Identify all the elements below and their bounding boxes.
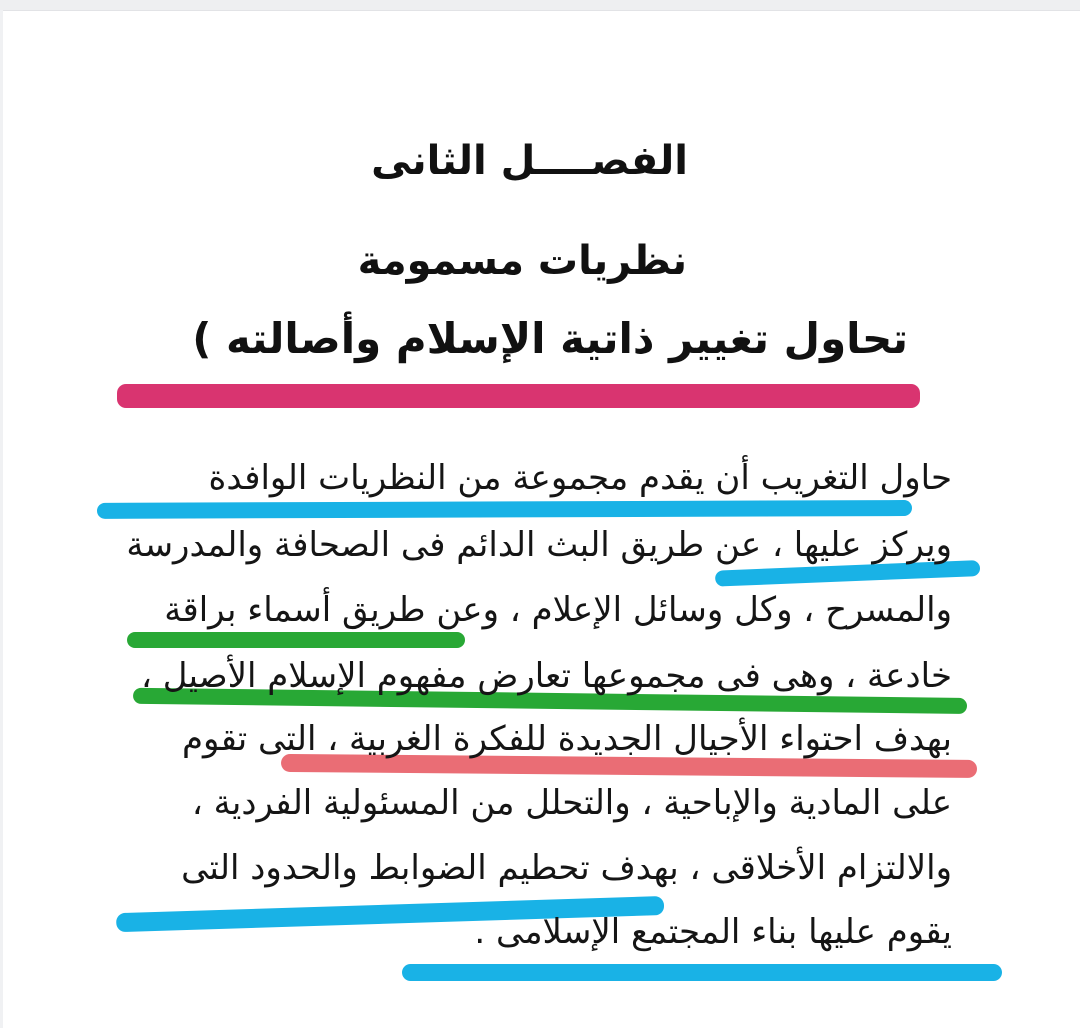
body-line-2: ويركز عليها ، عن طريق البث الدائم فى الصحافة والمدرسة	[126, 525, 952, 565]
highlight-stroke-green-line3	[127, 632, 465, 648]
body-line-6: على المادية والإباحية ، والتحلل من المسئولية الفردية ،	[191, 783, 952, 823]
chapter-title: الفصــــل الثانى	[371, 138, 688, 184]
body-line-5: بهدف احتواء الأجيال الجديدة للفكرة الغربية ، التى تقوم	[181, 719, 952, 759]
chapter-subheading: تحاول تغيير ذاتية الإسلام وأصالته )	[192, 314, 908, 363]
highlight-stroke-blue-line8	[402, 964, 1002, 981]
body-line-4: خادعة ، وهى فى مجموعها تعارض مفهوم الإسلام الأصيل ،	[140, 656, 952, 696]
viewer-top-bar	[0, 0, 1080, 11]
body-line-3: والمسرح ، وكل وسائل الإعلام ، وعن طريق أسماء براقة	[164, 590, 952, 630]
body-line-8: يقوم عليها بناء المجتمع الإسلامى .	[474, 912, 952, 952]
viewer-left-edge	[0, 10, 3, 1028]
body-line-1: حاول التغريب أن يقدم مجموعة من النظريات الوافدة	[208, 458, 952, 498]
chapter-subtitle: نظريات مسمومة	[357, 238, 687, 284]
body-line-7: والالتزام الأخلاقى ، بهدف تحطيم الضوابط والحدود التى	[181, 848, 952, 888]
highlight-stroke-pink-subheading	[117, 384, 920, 408]
highlight-stroke-blue-line1	[97, 500, 912, 519]
